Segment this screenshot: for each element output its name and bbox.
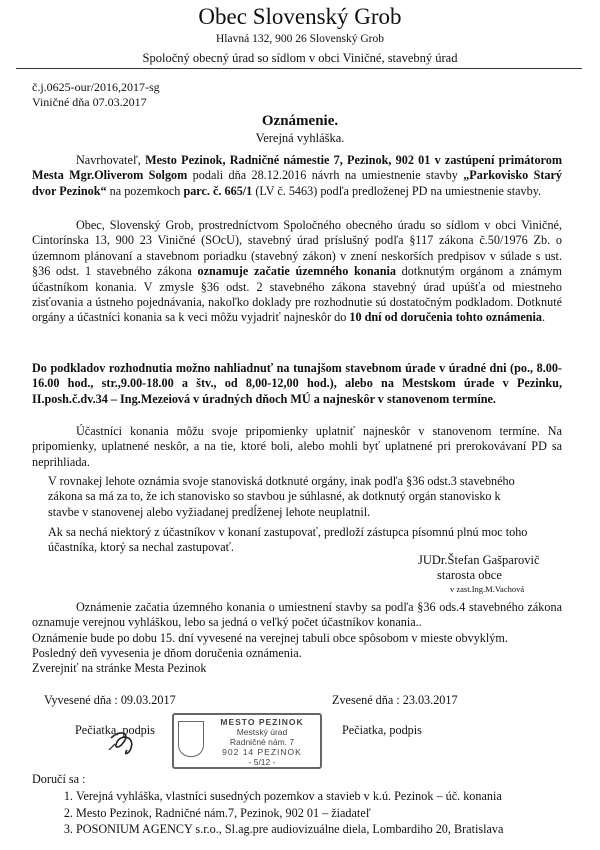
document-subtitle: Verejná vyhláška. bbox=[255, 131, 345, 145]
paragraph-representation: Ak sa nechá niektorý z účastníkov v konaní zastupovať, predloží zástupca písomnú plnú moc toho účastníka, ktorý sa nechal zastupovať. bbox=[48, 525, 528, 555]
letterhead-title: Obec Slovenský Grob bbox=[198, 4, 402, 29]
distribution-item: 1. Verejná vyhláška, vlastníci susedných pozemkov a stavieb v k.ú. Pezinok – úč. konania bbox=[76, 788, 600, 805]
official-stamp bbox=[172, 713, 322, 769]
paragraph-comments: Účastníci konania môžu svoje pripomienky uplatniť najneskôr v stanovenom termíne. Na pripomienky, uplatnené neskôr, a na tie, ktoré boli, alebo mohli byť uplatnené pri prerokovávaní PD sa neprihliada. bbox=[32, 424, 562, 469]
crest-icon bbox=[178, 721, 204, 757]
removed-date: Zvesené dňa : 23.03.2017 bbox=[332, 693, 458, 707]
stamp-line: Radničné nám. 7 bbox=[229, 737, 295, 747]
paragraph-publish: Zverejniť na stránke Mesta Pezinok bbox=[32, 661, 207, 675]
paragraph-inspection: Do podkladov rozhodnutia možno nahliadnuť na tunajšom stavebnom úrade v úradné dni (po., 8.00-16.00 hod., str.,9.00-18.00 a štv., od 8,00-12,00 hod.), alebo na Mestskom úrade v Pezinku, II.posh.č.dv.34 – Ing.Mezeiová v úradných dňoch MÚ a najneskôr v stanovenom termíne. bbox=[32, 361, 562, 406]
distribution-item: 2. Mesto Pezinok, Radničné nám.7, Pezinok, 902 01 – žiadateľ bbox=[76, 805, 600, 822]
stamp-signature-label-right: Pečiatka, podpis bbox=[342, 723, 422, 737]
letterhead-office: Spoločný obecný úrad so sídlom v obci Viničné, stavebný úrad bbox=[142, 51, 458, 65]
stamp-line: MESTO PEZINOK bbox=[220, 717, 304, 727]
paragraph-public-notice: Oznámenie začatia územného konania o umiestnení stavby sa podľa §36 ods.4 stavebného zákona oznamuje verejnou vyhláškou, lebo sa jedná o veľký počet účastníkov konania.. bbox=[32, 600, 562, 630]
document-title: Oznámenie. bbox=[261, 113, 339, 129]
stamp-line: - 5/12 - bbox=[248, 757, 276, 767]
place-date: Viničné dňa 07.03.2017 bbox=[32, 95, 147, 109]
stamp-signature-label-left: Pečiatka, podpis bbox=[75, 723, 155, 737]
stamp-line: Mestský úrad bbox=[236, 727, 288, 737]
paragraph-posting-period: Oznámenie bude po dobu 15. dní vyvesené na verejnej tabuli obce spôsobom v mieste obvyklým. bbox=[32, 631, 508, 645]
posted-date: Vyvesené dňa : 09.03.2017 bbox=[44, 693, 176, 707]
distribution-item: 3. POSONIUM AGENCY s.r.o., Sl.ag.pre audiovizuálne diela, Lombardiho 20, Bratislava bbox=[76, 821, 600, 838]
distribution-label: Doručí sa : bbox=[32, 772, 86, 786]
paragraph-proposal: Navrhovateľ, Mesto Pezinok, Radničné námestie 7, Pezinok, 902 01 v zastúpení primátorom Mesta Mgr.Oliverom Solgom podali dňa 28.12.2016 návrh na umiestnenie stavby „Parkovisko Starý dvor Pezinok“ na pozemkoch parc. č. 665/1 (LV č. 5463) podľa predloženej PD na umiestnenie stavby. bbox=[32, 153, 563, 198]
reference-number: č.j.0625-our/2016,2017-sg bbox=[32, 80, 160, 94]
signatory-name: JUDr.Štefan Gašparovič bbox=[418, 553, 540, 567]
paragraph-authorities: V rovnakej lehote oznámia svoje stanoviská dotknuté orgány, inak podľa §36 odst.3 stavebného zákona sa má za to, že ich stanovisko so stavbou je súhlasné, ak dotknutý orgán stanovisko k stavbe v stanovenej alebo vyžiadanej predĺženej lehote neuplatnil. bbox=[48, 474, 515, 519]
letterhead-address: Hlavná 132, 900 26 Slovenský Grob bbox=[215, 33, 384, 45]
signatory-role: starosta obce bbox=[437, 568, 502, 582]
stamp-line: 902 14 PEZINOK bbox=[222, 747, 302, 757]
handwritten-signature bbox=[105, 720, 145, 760]
distribution-list bbox=[48, 788, 600, 838]
signatory-proxy: v zast.Ing.M.Vachová bbox=[450, 584, 525, 594]
paragraph-notice: Obec, Slovenský Grob, prostredníctvom Spoločného obecného úradu so sídlom v obci Viničné, Cintorínska 13, 900 23 Viničné (SOcU), stavebný úrad príslušný podľa §117 zákona č.50/1976 Zb. o územnom plánovaní a stavebnom poriadku (stavebný zákon) v znení neskorších predpisov v súlade s ust. §36 odst. 1 stavebného zákona oznamuje začatie územného konania dotknutým orgánom a známym účastníkom konania. V zmysle §36 odst. 2 stavebného zákona stavebný úrad upúšťa od miestneho zisťovania a ústneho pojednávania, nakoľko doklady pre rozhodnutie sú dostatočným podkladom. Dotknuté orgány a účastníci konania sa k veci môžu vyjadriť najneskôr do 10 dní od doručenia tohto oznámenia. bbox=[32, 218, 563, 325]
letterhead-divider bbox=[16, 68, 582, 69]
paragraph-last-day: Posledný deň vyvesenia je dňom doručenia oznámenia. bbox=[32, 646, 302, 660]
